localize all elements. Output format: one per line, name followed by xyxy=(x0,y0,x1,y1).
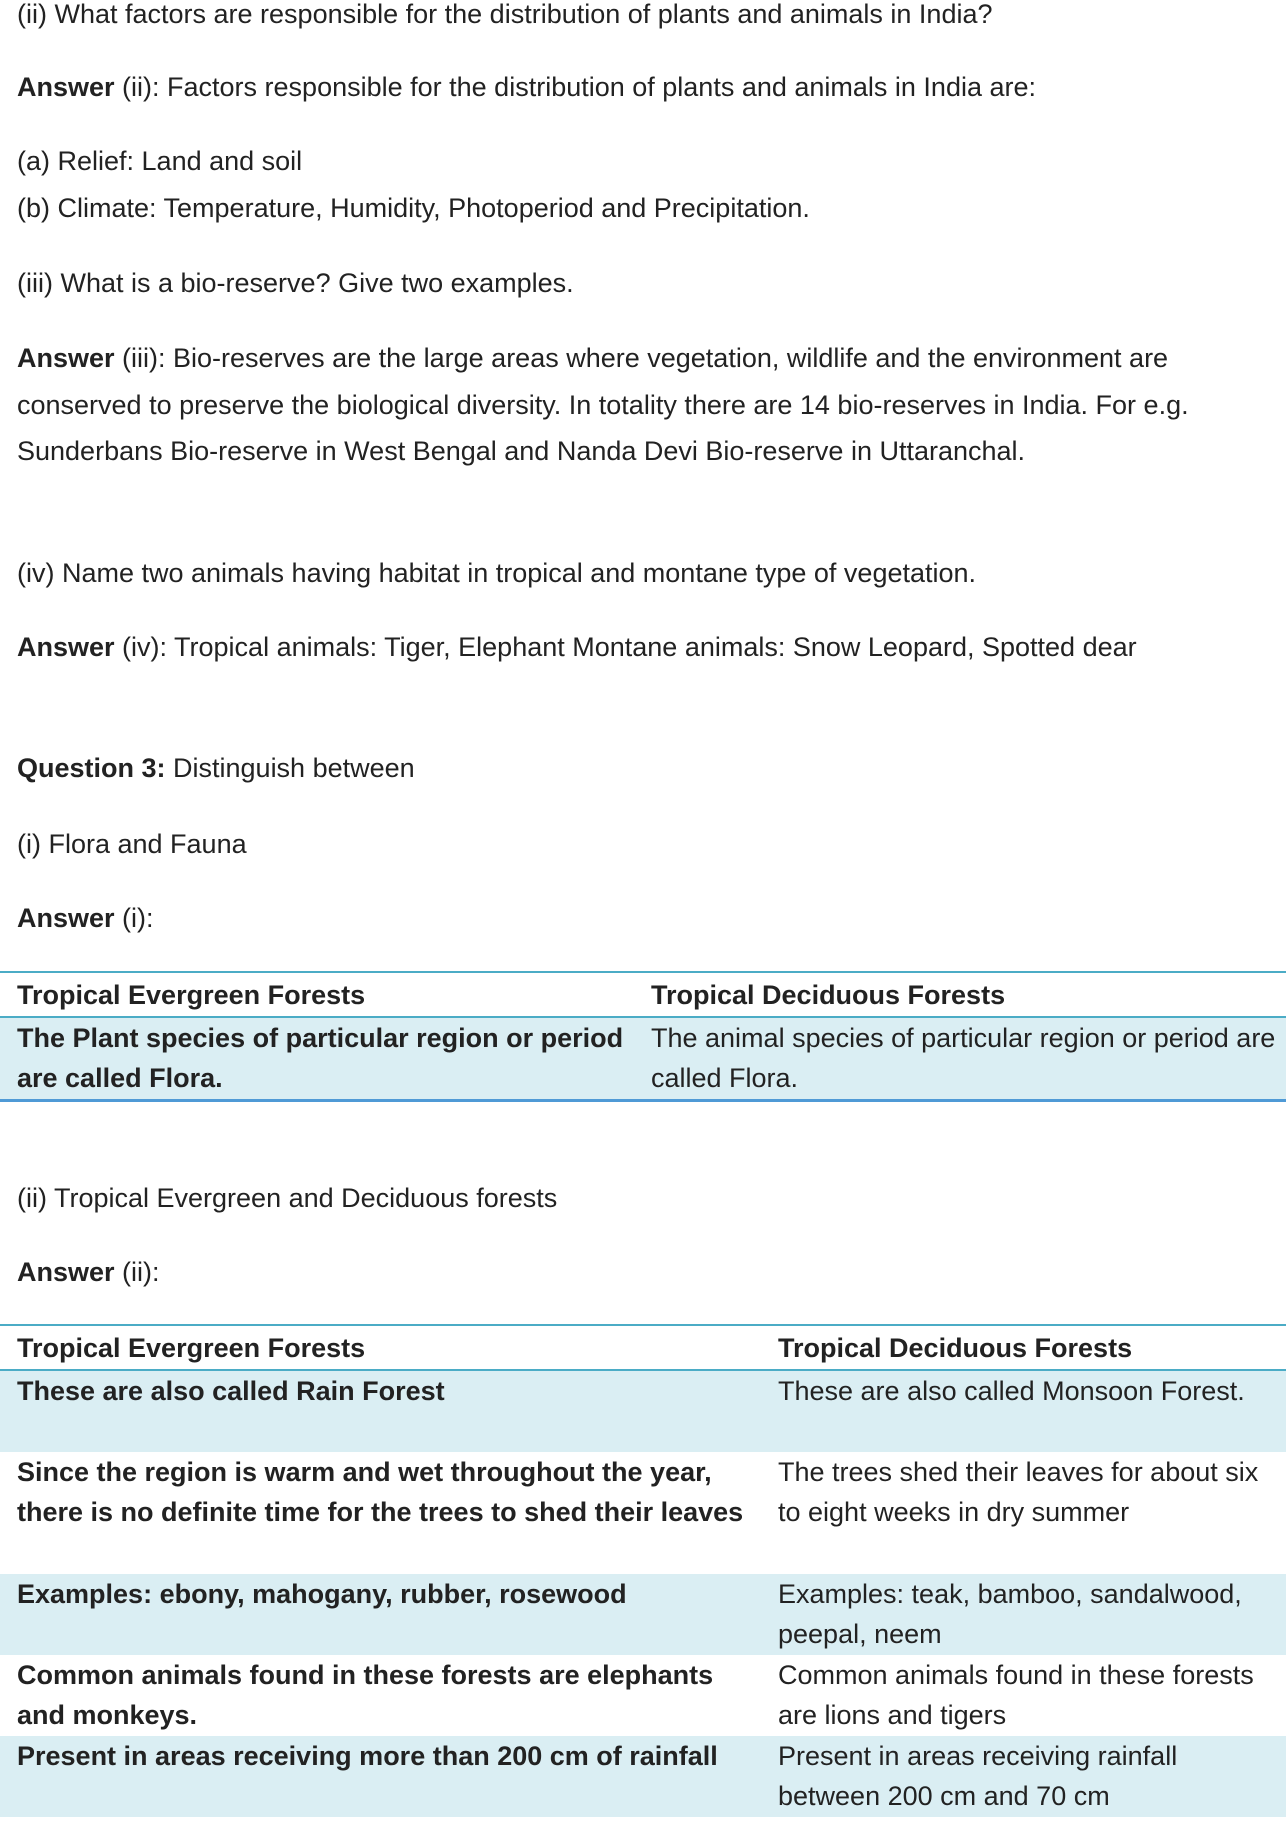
table-cell: Present in areas receiving more than 200 cm of rainfall xyxy=(0,1736,761,1817)
answer-label: Answer xyxy=(17,632,115,662)
table-row xyxy=(0,1655,1286,1736)
forests-table xyxy=(0,1324,1286,1817)
answer-text: (ii): Factors responsible for the distribution of plants and animals in India are: xyxy=(114,72,1037,102)
answer-text: (ii): xyxy=(114,1257,160,1287)
question-2-iv: (iv) Name two animals having habitat in tropical and montane type of vegetation. xyxy=(17,558,977,588)
table-cell: Since the region is warm and wet throughout the year, there is no definite time for the trees to shed their leaves xyxy=(17,1456,744,1527)
answer-text: (iii): Bio-reserves are the large areas where vegetation, wildlife and the environment are conserved to preserve the biological diversity. In totality there are 14 bio-reserves in India. For e.g. Sunderbans Bio-reserve in West Bengal and Nanda Devi Bio-reserve in Uttaranchal. xyxy=(17,343,1189,466)
answer-3-i xyxy=(17,895,1274,942)
question-text: Distinguish between xyxy=(165,753,415,783)
flora-fauna-table xyxy=(0,971,1286,1102)
header-cell: Tropical Deciduous Forests xyxy=(761,1325,1286,1370)
table-cell: Common animals found in these forests are lions and tigers xyxy=(778,1659,1254,1730)
table-row xyxy=(0,1370,1286,1452)
answer-label: Answer xyxy=(17,72,115,102)
table-cell: The animal species of particular region or period are called Flora. xyxy=(634,1017,1286,1101)
answer-2-iii xyxy=(17,335,1266,475)
answer-label: Answer xyxy=(17,903,115,933)
question-3-i: (i) Flora and Fauna xyxy=(17,829,247,859)
table-row xyxy=(0,1574,1286,1655)
question-3 xyxy=(17,745,1274,792)
table-cell: Examples: ebony, mahogany, rubber, rosewood xyxy=(0,1574,761,1655)
question-2-iii: (iii) What is a bio-reserve? Give two examples. xyxy=(17,268,574,298)
answer-2-ii xyxy=(17,64,1274,111)
table-header-row xyxy=(0,1325,1286,1370)
table-cell: Examples: teak, bamboo, sandalwood, peepal, neem xyxy=(761,1574,1286,1655)
table-cell: These are also called Monsoon Forest. xyxy=(761,1370,1286,1452)
table-header-row xyxy=(0,972,1286,1017)
answer-3-ii xyxy=(17,1249,1274,1296)
question-3-ii: (ii) Tropical Evergreen and Deciduous forests xyxy=(17,1183,558,1213)
answer-label: Answer xyxy=(17,1257,115,1287)
table-row xyxy=(0,1017,1286,1101)
header-cell: Tropical Evergreen Forests xyxy=(0,972,634,1017)
answer-text: (iv): Tropical animals: Tiger, Elephant Montane animals: Snow Leopard, Spotted dear xyxy=(114,632,1137,662)
table-cell: Present in areas receiving rainfall between 200 cm and 70 cm xyxy=(761,1736,1286,1817)
table-cell: The Plant species of particular region or period are called Flora. xyxy=(0,1017,634,1101)
question-2-ii: (ii) What factors are responsible for the distribution of plants and animals in India? xyxy=(17,0,993,29)
answer-2-iv xyxy=(17,624,1274,671)
answer-label: Answer xyxy=(17,343,115,373)
header-cell: Tropical Evergreen Forests xyxy=(0,1325,761,1370)
table-row xyxy=(0,1452,1286,1574)
answer-2-ii-a: (a) Relief: Land and soil xyxy=(17,146,303,176)
table-cell: Common animals found in these forests are elephants and monkeys. xyxy=(17,1659,714,1730)
table-row xyxy=(0,1736,1286,1817)
header-cell: Tropical Deciduous Forests xyxy=(634,972,1286,1017)
answer-2-ii-b: (b) Climate: Temperature, Humidity, Photoperiod and Precipitation. xyxy=(17,193,810,223)
question-label: Question 3: xyxy=(17,753,166,783)
table-cell: The trees shed their leaves for about six to eight weeks in dry summer xyxy=(778,1456,1259,1527)
table-cell: These are also called Rain Forest xyxy=(0,1370,761,1452)
answer-text: (i): xyxy=(114,903,154,933)
